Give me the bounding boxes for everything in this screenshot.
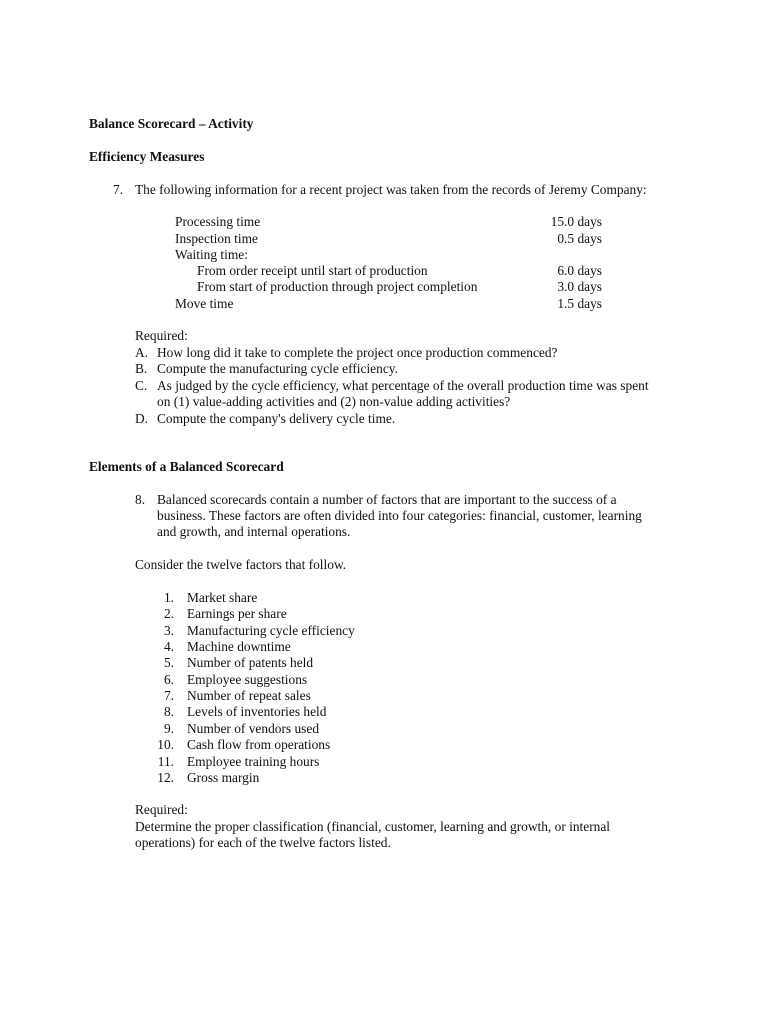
factor-text: Number of repeat sales <box>187 688 311 703</box>
required-text: operations) for each of the twelve factors listed. <box>135 835 391 850</box>
consider-text: Consider the twelve factors that follow. <box>135 557 347 572</box>
factor-text: Machine downtime <box>187 639 291 654</box>
question-text: The following information for a recent project was taken from the records of Jeremy Company: <box>135 182 647 197</box>
factor-number: 6. <box>163 672 174 687</box>
required-label: Required: <box>135 802 188 817</box>
section-heading-efficiency: Efficiency Measures <box>89 149 205 164</box>
factor-text: Number of vendors used <box>187 721 320 736</box>
factor-number: 10. <box>157 737 174 752</box>
row-label: Processing time <box>175 214 261 229</box>
factor-text: Manufacturing cycle efficiency <box>187 623 355 638</box>
row-label: From order receipt until start of production <box>197 263 428 278</box>
factor-number: 1. <box>163 590 174 605</box>
required-text: Determine the proper classification (financial, customer, learning and growth, or internal <box>135 819 611 834</box>
factor-number: 2. <box>163 606 174 621</box>
section-heading-elements: Elements of a Balanced Scorecard <box>89 459 284 474</box>
requirement-text: on (1) value-adding activities and (2) non-value adding activities? <box>157 394 511 409</box>
row-value: 15.0 days <box>550 214 602 229</box>
requirement-letter: A. <box>135 345 149 360</box>
row-label: Waiting time: <box>175 247 248 262</box>
question-text: Balanced scorecards contain a number of factors that are important to the success of a <box>157 492 617 507</box>
requirement-text: Compute the company's delivery cycle time. <box>157 411 396 426</box>
row-label: From start of production through project completion <box>197 279 478 294</box>
required-label: Required: <box>135 328 188 343</box>
question-number: 7. <box>113 182 124 197</box>
factor-number: 4. <box>163 639 174 654</box>
factor-number: 7. <box>163 688 174 703</box>
factor-text: Employee suggestions <box>187 672 308 687</box>
question-text: and growth, and internal operations. <box>157 524 351 539</box>
factor-number: 8. <box>163 704 174 719</box>
factor-text: Gross margin <box>187 770 260 785</box>
factor-text: Number of patents held <box>187 655 314 670</box>
page-title: Balance Scorecard – Activity <box>89 116 254 131</box>
question-text: business. These factors are often divided into four categories: financial, customer, learning <box>157 508 642 523</box>
row-value: 0.5 days <box>557 231 602 246</box>
requirement-text: Compute the manufacturing cycle efficiency. <box>157 361 398 376</box>
factor-number: 11. <box>157 754 174 769</box>
factor-text: Market share <box>187 590 258 605</box>
factor-text: Levels of inventories held <box>187 704 327 719</box>
question-number: 8. <box>135 492 146 507</box>
row-value: 6.0 days <box>557 263 602 278</box>
factor-number: 12. <box>157 770 174 785</box>
requirement-letter: D. <box>135 411 149 426</box>
factor-number: 3. <box>163 623 174 638</box>
factor-text: Cash flow from operations <box>187 737 331 752</box>
requirement-text: How long did it take to complete the project once production commenced? <box>157 345 558 360</box>
requirement-letter: B. <box>135 361 148 376</box>
row-value: 1.5 days <box>557 296 602 311</box>
factor-text: Earnings per share <box>187 606 287 621</box>
factor-number: 9. <box>163 721 174 736</box>
row-label: Move time <box>175 296 234 311</box>
row-value: 3.0 days <box>557 279 602 294</box>
requirement-text: As judged by the cycle efficiency, what percentage of the overall production time was spent <box>157 378 649 393</box>
requirement-letter: C. <box>135 378 148 393</box>
factor-number: 5. <box>163 655 174 670</box>
row-label: Inspection time <box>175 231 258 246</box>
factor-text: Employee training hours <box>187 754 320 769</box>
